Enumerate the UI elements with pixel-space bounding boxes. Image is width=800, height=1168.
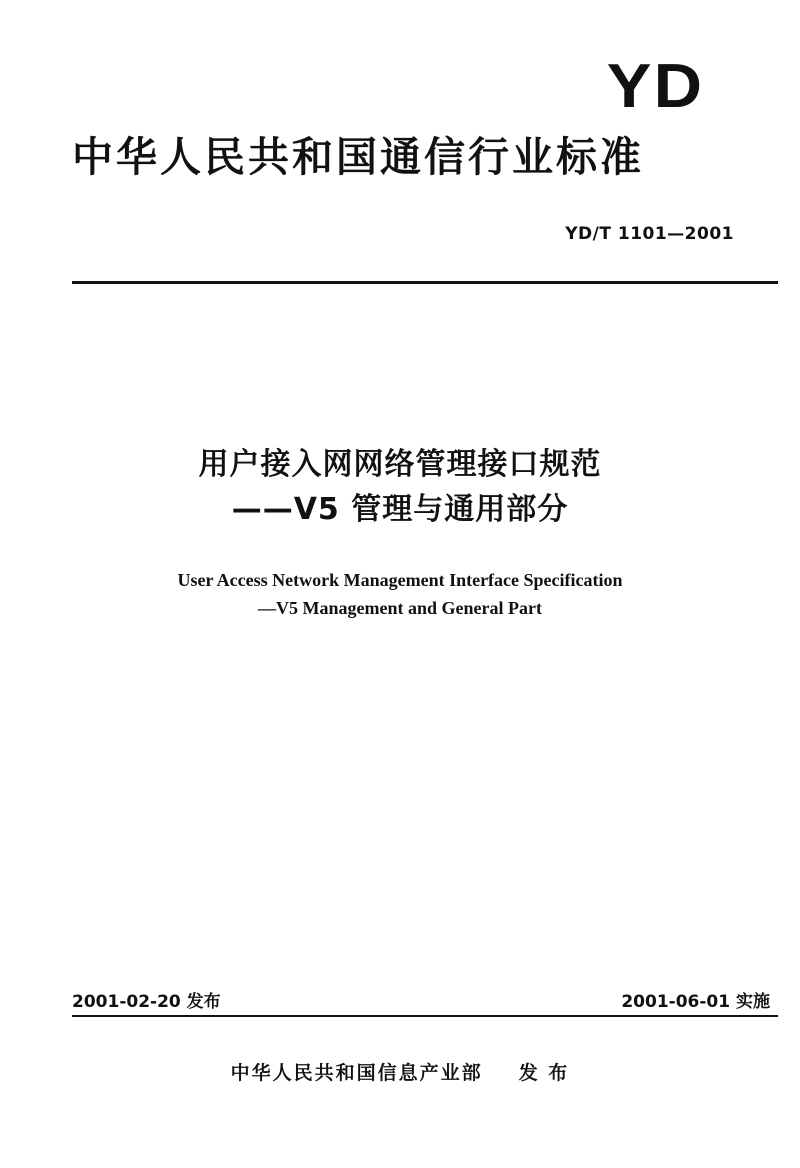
standard-code: YD/T 1101—2001: [565, 224, 734, 244]
yd-logo: YD: [606, 52, 704, 121]
issue-date: 2001-02-20 发布: [72, 992, 221, 1012]
publish-word: 发 布: [518, 1062, 570, 1084]
english-title-line-2: —V5 Management and General Part: [258, 598, 542, 618]
publisher-line: [0, 1058, 800, 1085]
bottom-divider: [72, 1015, 778, 1017]
top-divider: [72, 281, 778, 284]
effective-date: 2001-06-01 实施: [621, 992, 770, 1012]
chinese-title-line-2: ——V5 管理与通用部分: [231, 492, 569, 527]
standard-title: 中华人民共和国通信行业标准: [72, 133, 644, 181]
chinese-title-line-1: 用户接入网网络管理接口规范: [198, 447, 602, 482]
publisher-name: 中华人民共和国信息产业部: [230, 1062, 483, 1084]
english-title-line-1: User Access Network Management Interface Specification: [177, 570, 623, 590]
